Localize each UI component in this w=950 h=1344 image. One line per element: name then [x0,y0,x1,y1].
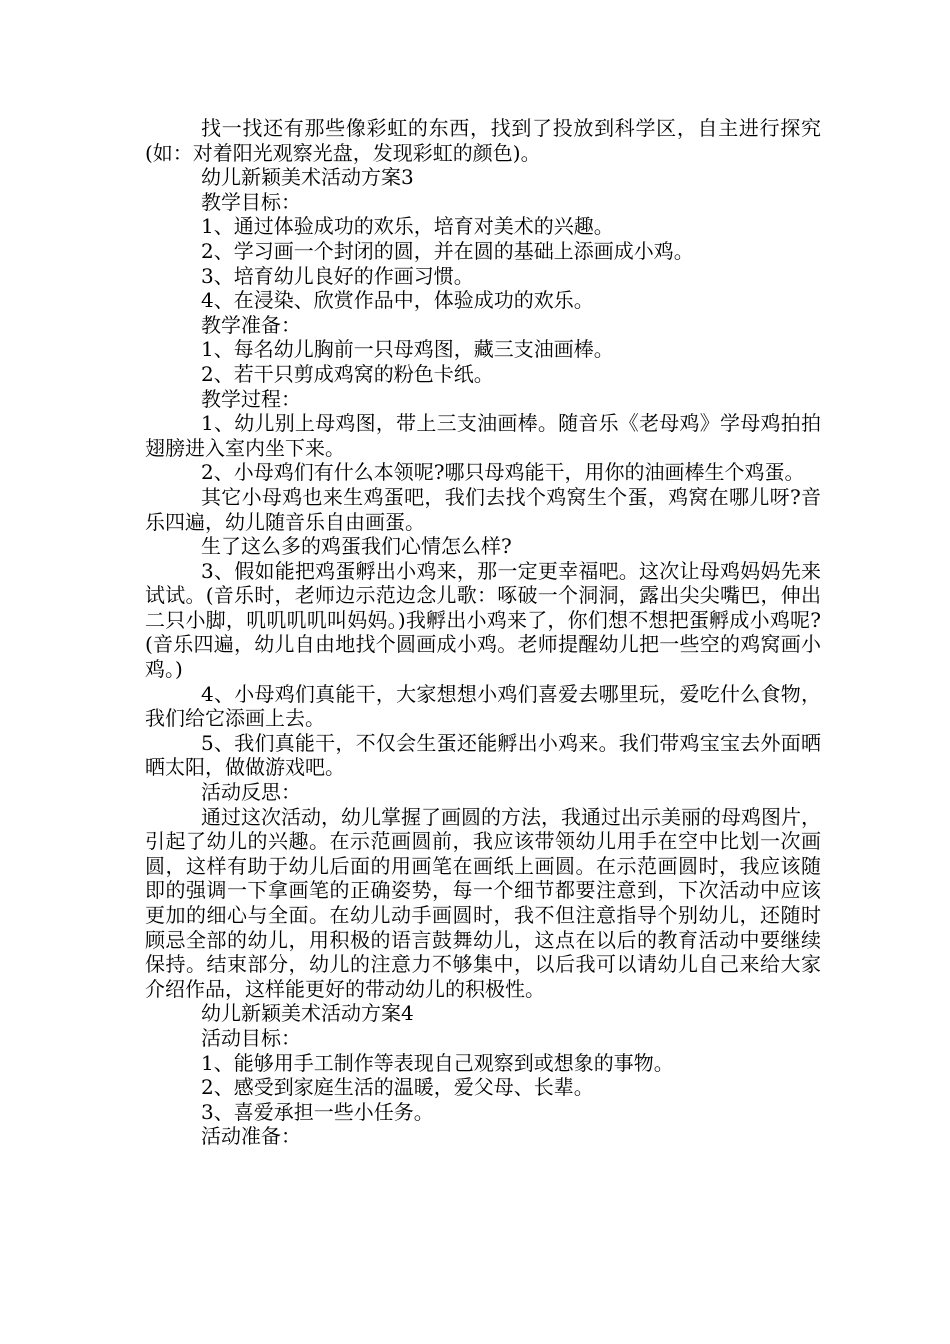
list-item: 2、若干只剪成鸡窝的粉色卡纸。 [201,361,494,386]
subheading: 教学过程： [201,386,301,411]
paragraph: 3、假如能把鸡蛋孵出小鸡来，那一定更幸福吧。这次让母鸡妈妈先来试试。(音乐时，老师边示范边念儿歌：啄破一个洞洞，露出尖尖嘴巴，伸出二只小脚，叽叽叽叽叫妈妈。)我孵出小鸡来了，你们想不想把蛋孵成小鸡呢?(音乐四遍，幼儿自由地找个圆画成小鸡。老师提醒幼儿把一些空的鸡窝画小鸡。) [145,558,821,682]
section-heading: 幼儿新颖美术活动方案3 [201,165,414,190]
paragraph: 生了这么多的鸡蛋我们心情怎么样? [201,534,512,559]
list-item: 1、通过体验成功的欢乐，培育对美术的兴趣。 [201,214,614,239]
document-body [145,116,821,1149]
paragraph: 4、小母鸡们真能干，大家想想小鸡们喜爱去哪里玩，爱吃什么食物，我们给它添画上去。 [145,681,821,731]
paragraph: 找一找还有那些像彩虹的东西，找到了投放到科学区，自主进行探究(如：对着阳光观察光盘，发现彩虹的颜色)。 [145,116,821,165]
list-item: 1、能够用手工制作等表现自己观察到或想象的事物。 [201,1050,674,1075]
subheading: 活动目标： [201,1025,301,1050]
subheading: 活动反思： [201,780,301,805]
list-item: 4、在浸染、欣赏作品中，体验成功的欢乐。 [201,288,594,313]
list-item: 2、学习画一个封闭的圆，并在圆的基础上添画成小鸡。 [201,238,694,263]
section-heading: 幼儿新颖美术活动方案4 [201,1001,414,1026]
paragraph: 其它小母鸡也来生鸡蛋吧，我们去找个鸡窝生个蛋，鸡窝在哪儿呀?音乐四遍，幼儿随音乐自由画蛋。 [145,484,821,534]
list-item: 2、感受到家庭生活的温暖，爱父母、长辈。 [201,1075,594,1100]
list-item: 3、喜爱承担一些小任务。 [201,1099,434,1124]
subheading: 教学目标： [201,189,301,214]
list-item: 3、培育幼儿良好的作画习惯。 [201,263,474,288]
subheading: 教学准备： [201,312,301,337]
paragraph: 通过这次活动，幼儿掌握了画圆的方法，我通过出示美丽的母鸡图片，引起了幼儿的兴趣。在示范画圆前，我应该带领幼儿用手在空中比划一次画圆，这样有助于幼儿后面的用画笔在画纸上画圆。在示范画圆时，我应该随即的强调一下拿画笔的正确姿势，每一个细节都要注意到，下次活动中应该更加的细心与全面。在幼儿动手画圆时，我不但注意指导个别幼儿，还随时顾忌全部的幼儿，用积极的语言鼓舞幼儿，这点在以后的教育活动中要继续保持。结束部分，幼儿的注意力不够集中，以后我可以请幼儿自己来给大家介绍作品，这样能更好的带动幼儿的积极性。 [145,804,821,1001]
paragraph: 5、我们真能干，不仅会生蛋还能孵出小鸡来。我们带鸡宝宝去外面晒晒太阳，做做游戏吧。 [145,730,821,780]
list-item: 1、每名幼儿胸前一只母鸡图，藏三支油画棒。 [201,337,614,362]
subheading: 活动准备： [201,1124,301,1149]
paragraph: 2、小母鸡们有什么本领呢?哪只母鸡能干，用你的油画棒生个鸡蛋。 [201,460,805,485]
paragraph: 1、幼儿别上母鸡图，带上三支油画棒。随音乐《老母鸡》学母鸡拍拍翅膀进入室内坐下来。 [145,411,821,460]
